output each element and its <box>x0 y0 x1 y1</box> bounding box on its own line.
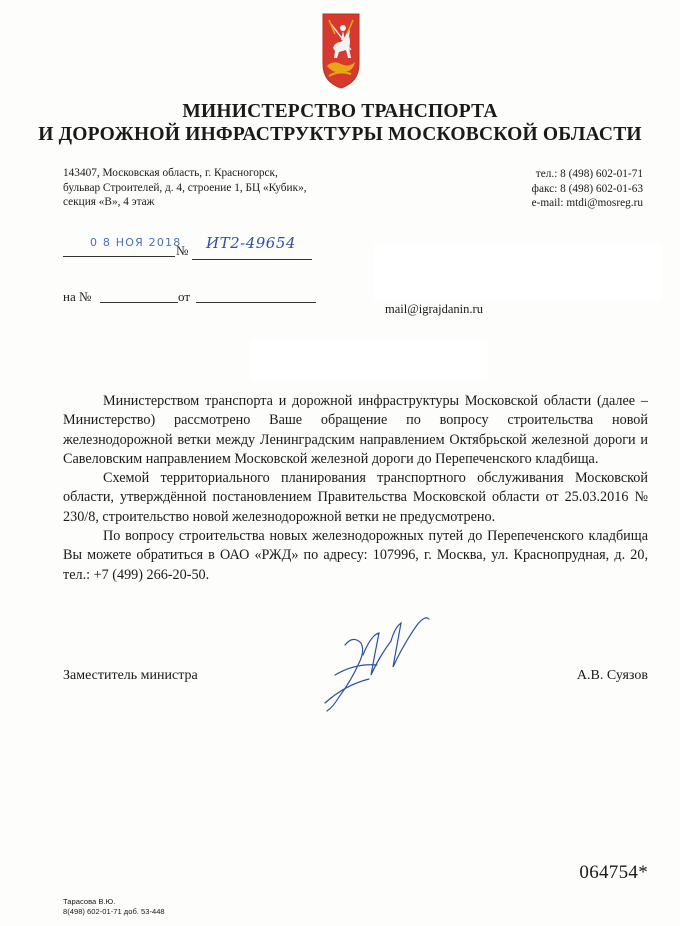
reply-to-label: на № <box>63 289 92 304</box>
executor-info <box>63 897 165 917</box>
redacted-salutation-block <box>250 340 488 380</box>
body-paragraph: Министерством транспорта и дорожной инфраструктуры Московской области (далее – Министерство) рассмотрено Ваше обращение по вопросу строительства новой железнодорожной ветки между Ленинградским направлением Октябрьской железной дороги и Савеловским направлением Московской железной дороги до Перепеченского кладбища. <box>63 393 648 467</box>
body-paragraph: Схемой территориального планирования транспортного обслуживания Московской области, утверждённой постановлением Правительства Московской области от 25.03.2016 № 230/8, строительство новой железнодорожной ветки не предусмотрено. <box>63 470 648 525</box>
recipient-email: mail@igrajdanin.ru <box>385 302 483 316</box>
org-name-line2: И ДОРОЖНОЙ ИНФРАСТРУКТУРЫ МОСКОВСКОЙ ОБЛАСТИ <box>38 124 642 145</box>
executor-phone: 8(498) 602-01-71 доб. 53-448 <box>63 907 165 916</box>
phone-line: тел.: 8 (498) 602-01-71 <box>535 168 643 180</box>
executor-name: Тарасова В.Ю. <box>63 897 116 906</box>
date-underline <box>63 256 175 257</box>
letter-body <box>63 392 648 585</box>
coat-of-arms-icon <box>321 12 361 90</box>
email-line: e-mail: mtdi@mosreg.ru <box>531 197 643 209</box>
org-address <box>63 166 307 210</box>
signatory-name: А.В. Суязов <box>576 668 648 683</box>
document-number: 064754* <box>579 862 648 883</box>
fax-line: факс: 8 (498) 602-01-63 <box>531 182 643 195</box>
reply-from-label: от <box>178 289 191 304</box>
reply-date-underline <box>196 302 316 303</box>
body-paragraph: По вопросу строительства новых железнодорожных путей до Перепеченского кладбища Вы можете обратиться в ОАО «РЖД» по адресу: 107996, г. Москва, ул. Краснопрудная, д. 20, тел.: +7 (499) 266-20-50. <box>63 528 648 583</box>
registration-number: ИТ2-49654 <box>206 234 296 252</box>
org-contacts <box>532 167 643 211</box>
number-underline <box>192 259 312 260</box>
signature-icon <box>305 605 440 715</box>
address-line: бульвар Строителей, д. 4, строение 1, БЦ «Кубик», <box>63 181 307 194</box>
address-line: 143407, Московская область, г. Красногорск, <box>63 167 278 179</box>
signatory-position: Заместитель министра <box>63 668 198 683</box>
number-label: № <box>176 243 189 258</box>
redacted-recipient-block <box>374 243 662 301</box>
date-stamp: 0 8 НОЯ 2018 <box>90 236 182 249</box>
address-line: секция «В», 4 этаж <box>63 196 155 208</box>
org-name-line1: МИНИСТЕРСТВО ТРАНСПОРТА <box>182 101 498 122</box>
reply-number-underline <box>100 302 178 303</box>
